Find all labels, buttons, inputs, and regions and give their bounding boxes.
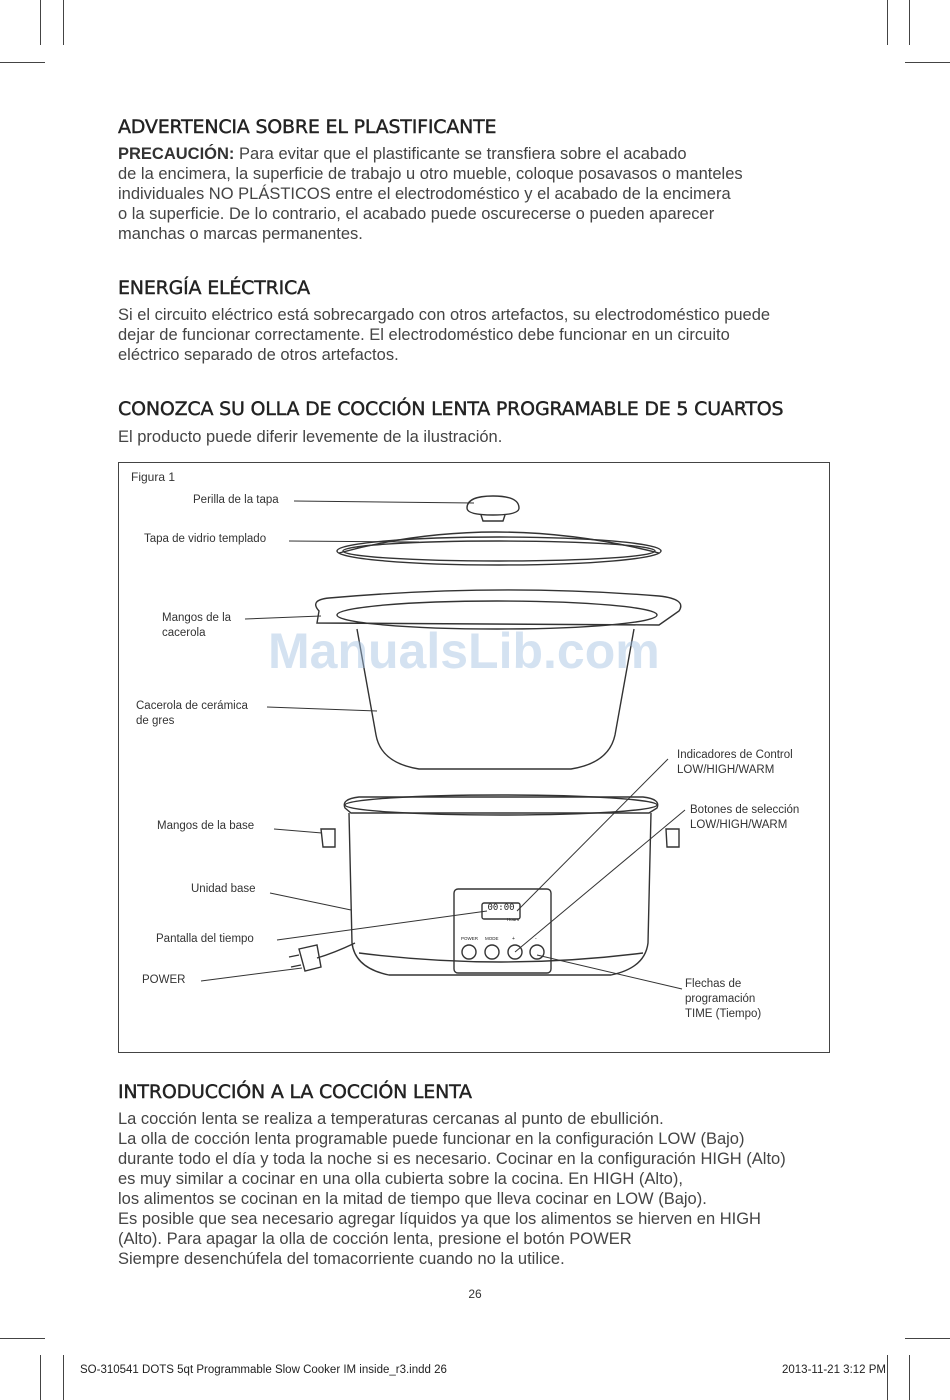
paragraph-energia (118, 305, 770, 365)
base-handle-left-icon (321, 829, 335, 847)
paragraph-line: (Alto). Para apagar la olla de cocción lenta, presione el botón POWER (118, 1230, 632, 1248)
lid-icon (339, 532, 659, 553)
crop-mark (63, 1355, 64, 1400)
paragraph-conozca (118, 427, 502, 447)
crop-mark (63, 0, 64, 45)
page-number: 26 (468, 1287, 482, 1301)
base-handle-right-icon (666, 829, 679, 847)
figure-label: Figura 1 (131, 470, 176, 484)
paragraph-line: individuales NO PLÁSTICOS entre el electrodoméstico y el acabado de la encimera (118, 185, 731, 203)
caution-line (118, 144, 743, 164)
footer-timestamp: 2013-11-21 3:12 PM (782, 1364, 886, 1376)
crock-rim-icon (316, 590, 681, 625)
callout-power: POWER (142, 974, 186, 986)
callout-base-unit: Unidad base (191, 883, 256, 895)
callout-time-arrows (685, 977, 761, 1022)
heading-energia: ENERGÍA ELÉCTRICA (118, 277, 310, 299)
power-button-label: POWER (461, 936, 479, 941)
callout-line: TIME (Tiempo) (685, 1008, 762, 1020)
paragraph-line: Siempre desenchúfela del tomacorriente cuando no la utilice. (118, 1250, 565, 1268)
callout-line: LOW/HIGH/WARM (677, 764, 775, 776)
callout-line: Botones de selección (690, 804, 800, 816)
crop-mark (909, 0, 910, 45)
caution-label: PRECAUCIÓN: (118, 145, 235, 163)
crop-mark (887, 1355, 888, 1400)
paragraph-line: La cocción lenta se realiza a temperaturas cercanas al punto de ebullición. (118, 1110, 664, 1128)
control-panel-icon (454, 889, 551, 973)
crop-mark (887, 0, 888, 45)
crop-mark (909, 1355, 910, 1400)
callout-line: Cacerola de cerámica (136, 700, 248, 712)
crop-mark (0, 62, 45, 63)
callout-line: LOW/HIGH/WARM (690, 819, 788, 831)
crop-mark (40, 1355, 41, 1400)
heading-introduccion: INTRODUCCIÓN A LA COCCIÓN LENTA (118, 1081, 472, 1103)
callout-indicators (677, 748, 793, 778)
minus-button-label: - (535, 936, 537, 942)
callout-ceramic-crock (136, 699, 248, 729)
plus-button-label: + (512, 936, 515, 942)
heading-conozca: CONOZCA SU OLLA DE COCCIÓN LENTA PROGRAMABLE DE 5 CUARTOS (118, 398, 784, 420)
paragraph-line: es muy similar a cocinar en una olla cubierta sobre la cocina. En HIGH (Alto), (118, 1170, 683, 1188)
paragraph-line: Si el circuito eléctrico está sobrecargado con otros artefactos, su electrodoméstico puede (118, 306, 771, 324)
callout-lid-knob: Perilla de la tapa (193, 494, 279, 506)
paragraph-line: dejar de funcionar correctamente. El electrodoméstico debe funcionar en un circuito (118, 326, 730, 344)
heading-plastificante: ADVERTENCIA SOBRE EL PLASTIFICANTE (118, 116, 497, 138)
paragraph-line: durante todo el día y toda la noche si es necesario. Cocinar en la configuración HIGH (Alto) (118, 1150, 786, 1168)
paragraph-line: de la encimera, la superficie de trabajo u otro mueble, coloque posavasos o manteles (118, 165, 743, 183)
crop-mark (905, 1338, 950, 1339)
paragraph-line: La olla de cocción lenta programable puede funcionar en la configuración LOW (Bajo) (118, 1130, 745, 1148)
paragraph-line: El producto puede diferir levemente de la ilustración. (118, 428, 503, 446)
watermark: ManualsLib.com (268, 623, 660, 679)
time-display-unit: Hours (507, 917, 520, 922)
power-cord-icon (317, 943, 355, 958)
callout-base-handles: Mangos de la base (157, 820, 255, 832)
paragraph-line: los alimentos se cocinan en la mitad de tiempo que lleva cocinar en LOW (Bajo). (118, 1190, 707, 1208)
callout-line: Indicadores de Control (677, 749, 793, 761)
mode-button-label: MODE (485, 936, 499, 941)
lid-knob-icon (467, 496, 519, 515)
base-unit-icon (349, 813, 651, 975)
paragraph-line: eléctrico separado de otros artefactos. (118, 346, 399, 364)
callout-time-display: Pantalla del tiempo (156, 933, 254, 945)
crop-mark (40, 0, 41, 45)
callout-line: Mangos de la (162, 612, 232, 624)
time-display: 00:00 (487, 903, 515, 913)
paragraph-line: Es posible que sea necesario agregar líquidos ya que los alimentos se hierven en HIGH (118, 1210, 761, 1228)
callout-lid: Tapa de vidrio templado (144, 533, 267, 545)
crop-mark (0, 1338, 45, 1339)
caution-text: Para evitar que el plastificante se transfiera sobre el acabado (234, 145, 687, 163)
figure-1 (118, 462, 830, 1053)
callout-line: de gres (136, 715, 175, 727)
paragraph-line: manchas o marcas permanentes. (118, 225, 363, 243)
callout-line: cacerola (162, 627, 206, 639)
callout-select-buttons (690, 803, 799, 833)
base-rim-icon (345, 795, 657, 815)
paragraph-introduccion (118, 1109, 786, 1269)
callout-line: Flechas de (685, 978, 742, 990)
callout-crock-handles (162, 611, 231, 641)
paragraph-line: o la superficie. De lo contrario, el acabado puede oscurecerse o pueden aparecer (118, 205, 715, 223)
crop-mark (905, 62, 950, 63)
footer-filename: SO-310541 DOTS 5qt Programmable Slow Cooker IM inside_r3.indd 26 (80, 1364, 447, 1376)
callout-line: programación (685, 993, 756, 1005)
paragraph-plastificante (118, 144, 743, 244)
